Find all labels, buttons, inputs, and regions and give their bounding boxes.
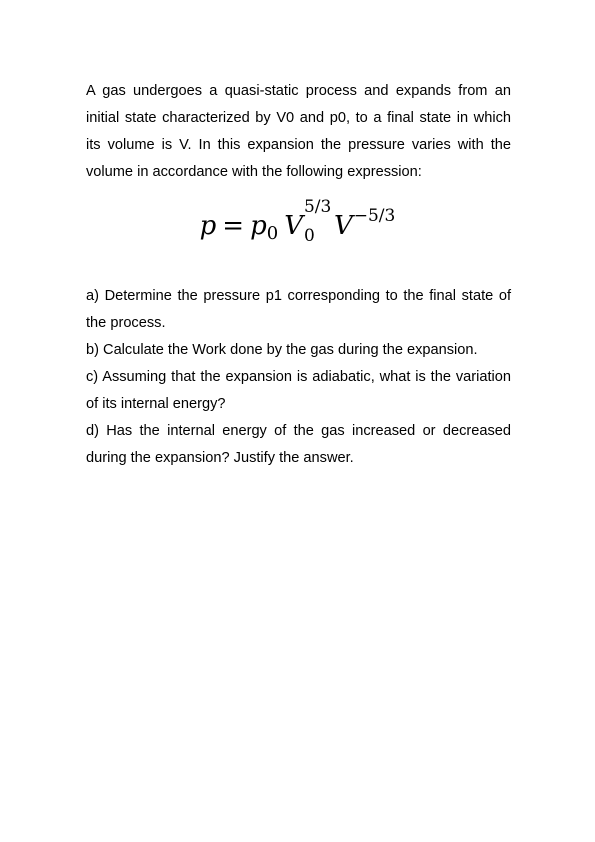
- equation-p0-subscript: 0: [266, 223, 279, 244]
- equation-p0-base: p: [250, 211, 267, 241]
- pressure-volume-equation: [0, 197, 595, 252]
- equation-v0-base: V: [284, 211, 303, 241]
- equation-lhs: p: [199, 211, 217, 241]
- question-item-d: d) Has the internal energy of the gas increased or decreased during the expansion? Justify the answer.: [86, 423, 511, 466]
- equation-v-base: V: [333, 211, 353, 241]
- equation-v0-superscript: 5/3: [303, 197, 332, 217]
- equation-equals-sign: =: [222, 211, 245, 241]
- question-item-b: b) Calculate the Work done by the gas during the expansion.: [86, 342, 478, 358]
- question-list: [86, 283, 511, 472]
- equation-v0-scripts: [303, 197, 334, 247]
- question-item-c: c) Assuming that the expansion is adiabatic, what is the variation of its internal energy?: [86, 369, 511, 412]
- question-item-a: a) Determine the pressure p1 corresponding to the final state of the process.: [86, 288, 511, 331]
- problem-intro-paragraph: A gas undergoes a quasi-static process and expands from an initial state characterized by V0 and p0, to a final state in which its volume is V. In this expansion the pressure varies with the volume in accordance with the following expression:: [86, 83, 511, 180]
- equation-v-exponent: −5/3: [353, 206, 396, 226]
- equation-v0-subscript: 0: [303, 226, 315, 246]
